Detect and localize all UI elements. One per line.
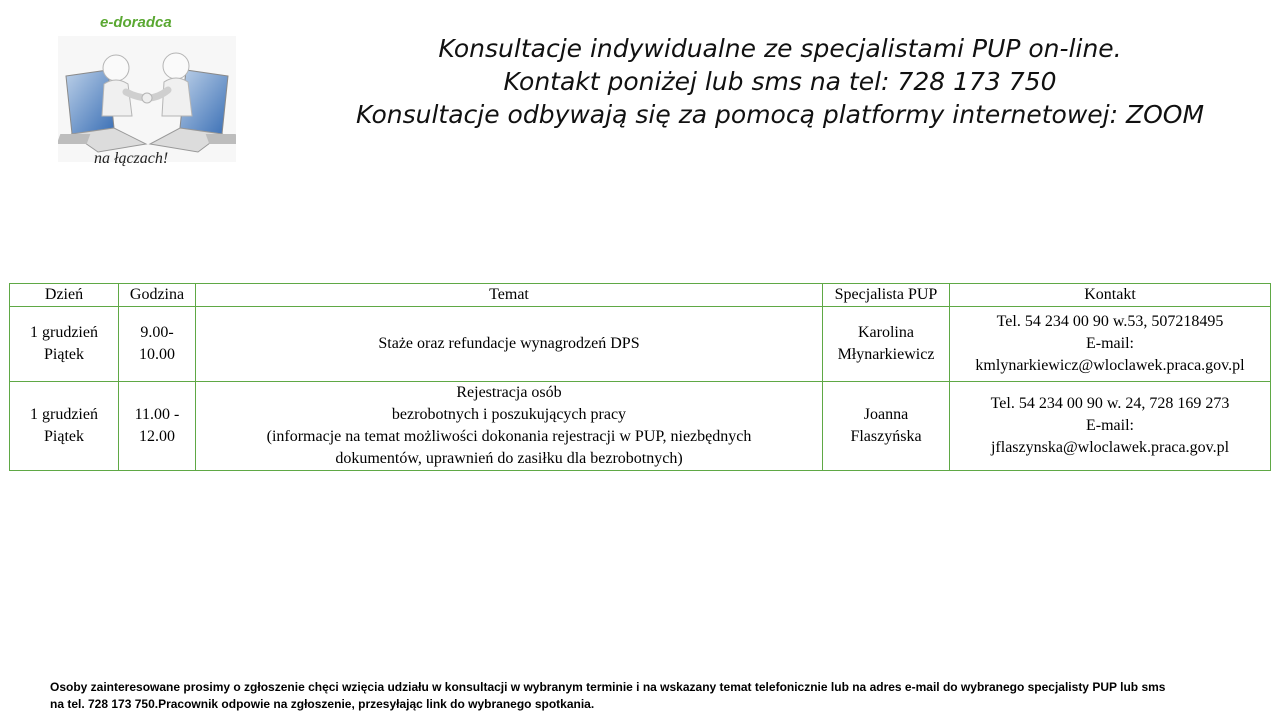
header-time: Godzina xyxy=(119,284,196,307)
consultation-schedule-table xyxy=(9,283,1271,471)
header-contact: Kontakt xyxy=(950,284,1271,307)
header-topic: Temat xyxy=(196,284,823,307)
headline-line-1: Konsultacje indywidualne ze specjalistami PUP on-line. xyxy=(438,34,1122,63)
contact-email-label: E-mail: xyxy=(1086,335,1134,352)
contact-email[interactable]: jflaszynska@wloclawek.praca.gov.pl xyxy=(990,439,1230,456)
header-day: Dzień xyxy=(10,284,119,307)
headline xyxy=(280,32,1280,131)
contact-phone: Tel. 54 234 00 90 w.53, 507218495 xyxy=(996,313,1224,330)
logo-brand-text: e-doradca xyxy=(100,14,172,31)
footer-line-2: na tel. 728 173 750.Pracownik odpowie na zgłoszenie, przesyłając link do wybranego spotkania. xyxy=(50,697,595,711)
cell-specialist: Joanna Flaszyńska xyxy=(823,382,950,471)
cell-time: 11.00 - 12.00 xyxy=(119,382,196,471)
headline-line-2: Kontakt poniżej lub sms na tel: 728 173 750 xyxy=(503,67,1057,96)
cell-topic: Rejestracja osób bezrobotnych i poszukujących pracy (informacje na temat możliwości dokonania rejestracji w PUP, niezbędnych dokumentów, uprawnień do zasiłku dla bezrobotnych) xyxy=(196,382,823,471)
contact-phone: Tel. 54 234 00 90 w. 24, 728 169 273 xyxy=(990,395,1230,412)
e-doradca-logo xyxy=(58,12,238,172)
contact-email-label: E-mail: xyxy=(1086,417,1134,434)
logo-tagline: na łączach! xyxy=(94,150,169,167)
cell-day: 1 grudzień Piątek xyxy=(10,307,119,382)
contact-email[interactable]: kmlynarkiewicz@wloclawek.praca.gov.pl xyxy=(975,357,1245,374)
cell-time: 9.00- 10.00 xyxy=(119,307,196,382)
cell-topic: Staże oraz refundacje wynagrodzeń DPS xyxy=(196,307,823,382)
table-row xyxy=(10,307,1271,382)
cell-specialist: Karolina Młynarkiewicz xyxy=(823,307,950,382)
handshake-laptops-icon xyxy=(58,36,236,162)
footer-note xyxy=(50,679,1260,713)
footer-line-1: Osoby zainteresowane prosimy o zgłoszenie chęci wzięcia udziału w konsultacji w wybranym terminie i na wskazany temat telefonicznie lub na adres e-mail do wybranego specjalisty PUP lub sms xyxy=(50,680,1166,694)
cell-day: 1 grudzień Piątek xyxy=(10,382,119,471)
table-row xyxy=(10,382,1271,471)
cell-contact xyxy=(950,307,1271,382)
headline-line-3: Konsultacje odbywają się za pomocą platformy internetowej: ZOOM xyxy=(355,100,1205,129)
header-specialist: Specjalista PUP xyxy=(823,284,950,307)
table-header-row xyxy=(10,284,1271,307)
cell-contact xyxy=(950,382,1271,471)
